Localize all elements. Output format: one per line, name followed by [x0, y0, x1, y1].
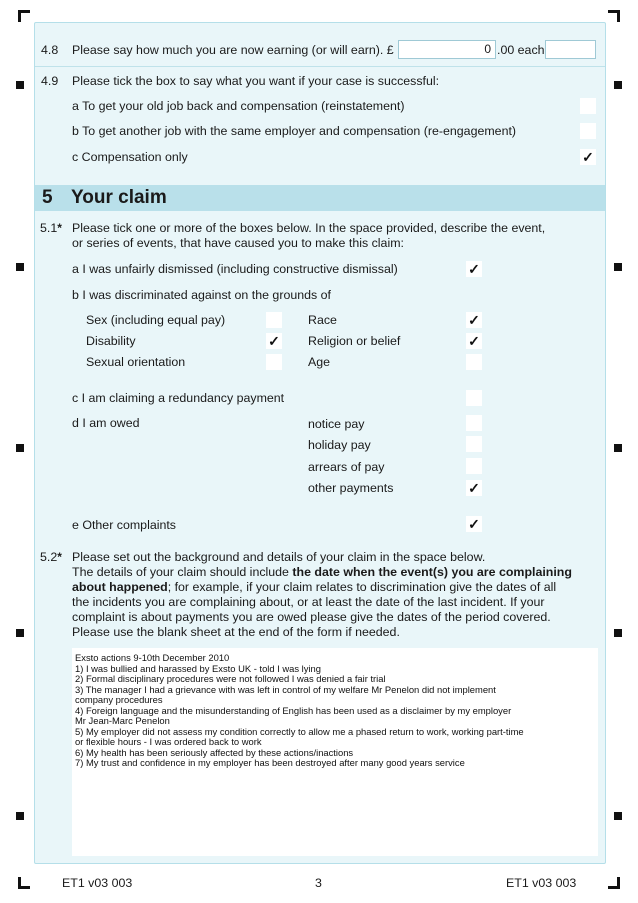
- ground-disability-label: Disability: [86, 334, 136, 348]
- registration-mark: [16, 812, 24, 820]
- earnings-value: 0: [484, 42, 491, 56]
- divider: [35, 66, 605, 67]
- claim-text-line: company procedures: [75, 694, 163, 705]
- ground-sex-checkbox[interactable]: [266, 312, 282, 328]
- claim-text-line: 7) My trust and confidence in my employer has been destroyed after many good years service: [75, 757, 465, 768]
- details-line-2: The details of your claim should include the date when the event(s) you are complaining: [72, 565, 572, 579]
- compensation-only-checkbox[interactable]: [580, 149, 596, 165]
- claim-text-line: or flexible hours - I was ordered back to work: [75, 736, 262, 747]
- claim-text-line: Mr Jean-Marc Penelon: [75, 715, 170, 726]
- question-number-4-9: 4.9: [41, 74, 59, 88]
- details-line-1: Please set out the background and details of your claim in the space below.: [72, 550, 486, 564]
- other-payments-checkbox[interactable]: [466, 480, 482, 496]
- other-complaints-label: e Other complaints: [72, 518, 176, 532]
- earnings-input[interactable]: [398, 40, 496, 59]
- registration-mark: [16, 81, 24, 89]
- registration-mark: [614, 263, 622, 271]
- remedy-question: Please tick the box to say what you want if your case is successful:: [72, 74, 440, 88]
- registration-mark: [614, 812, 622, 820]
- re-engagement-checkbox[interactable]: [580, 123, 596, 139]
- corner-mark-top-left: [18, 10, 30, 22]
- check-mark-icon: ✓: [268, 333, 280, 349]
- check-mark-icon: ✓: [468, 333, 480, 349]
- registration-mark: [614, 444, 622, 452]
- unfair-dismissal-checkbox[interactable]: [466, 261, 482, 277]
- question-number-5-1: 5.1*: [40, 221, 62, 235]
- claim-text-line: 1) I was bullied and harassed by Exsto UK - told I was lying: [75, 662, 321, 674]
- arrears-of-pay-label: arrears of pay: [308, 460, 385, 474]
- other-payments-label: other payments: [308, 481, 394, 495]
- discrimination-label: b I was discriminated against on the grounds of: [72, 288, 331, 302]
- ground-race-checkbox[interactable]: [466, 312, 482, 328]
- other-complaints-checkbox[interactable]: [466, 516, 482, 532]
- claim-text-line: 6) My health has been seriously affected by these actions/inactions: [75, 746, 354, 758]
- ground-disability-checkbox[interactable]: [266, 333, 282, 349]
- check-mark-icon: ✓: [468, 516, 480, 532]
- corner-mark-bottom-left: [18, 877, 30, 889]
- notice-pay-label: notice pay: [308, 417, 365, 431]
- registration-mark: [16, 629, 24, 637]
- section-5-header: [35, 185, 605, 211]
- claim-details-textarea[interactable]: [72, 648, 598, 856]
- claim-text-line: 3) The manager I had a grievance with was left in control of my welfare Mr Penelon did not implement: [75, 683, 496, 695]
- earnings-label: Please say how much you are now earning (or will earn). £: [72, 43, 394, 57]
- ground-age-label: Age: [308, 355, 331, 369]
- question-number-4-8: 4.8: [41, 43, 59, 57]
- page-number: 3: [315, 876, 322, 890]
- check-mark-icon: ✓: [468, 480, 480, 496]
- ground-sexual-orientation-checkbox[interactable]: [266, 354, 282, 370]
- ground-age-checkbox[interactable]: [466, 354, 482, 370]
- owed-label: d I am owed: [72, 416, 140, 430]
- arrears-of-pay-checkbox[interactable]: [466, 458, 482, 474]
- required-star-icon: *: [57, 550, 62, 564]
- ground-race-label: Race: [308, 313, 337, 327]
- claim-instructions-line-1: Please tick one or more of the boxes below. In the space provided, describe the event,: [72, 221, 546, 235]
- registration-mark: [614, 81, 622, 89]
- claim-text-line: Exsto actions 9-10th December 2010: [75, 652, 230, 663]
- holiday-pay-label: holiday pay: [308, 438, 371, 452]
- unfair-dismissal-label: a I was unfairly dismissed (including constructive dismissal): [72, 262, 398, 276]
- re-engagement-label: b To get another job with the same employer and compensation (re-engagement): [72, 124, 517, 138]
- registration-mark: [614, 629, 622, 637]
- registration-mark: [16, 444, 24, 452]
- claim-text-line: 2) Formal disciplinary procedures were not followed I was denied a fair trial: [75, 673, 386, 684]
- ground-religion-checkbox[interactable]: [466, 333, 482, 349]
- compensation-only-label: c Compensation only: [72, 150, 188, 164]
- details-line-5: complaint is about payments you are owed please give the dates of the period covered.: [72, 610, 551, 624]
- earnings-period-input[interactable]: [545, 40, 596, 59]
- corner-mark-top-right: [608, 10, 620, 22]
- details-line-6: Please use the blank sheet at the end of the form if needed.: [72, 625, 400, 639]
- details-line-3: about happened; for example, if your claim relates to discrimination give the dates of all: [72, 580, 557, 594]
- claim-instructions-line-2: or series of events, that have caused you to make this claim:: [72, 236, 404, 250]
- reinstatement-checkbox[interactable]: [580, 98, 596, 114]
- notice-pay-checkbox[interactable]: [466, 415, 482, 431]
- question-number-5-2: 5.2*: [40, 550, 62, 564]
- ground-sexual-orientation-label: Sexual orientation: [86, 355, 186, 369]
- footer-form-code-right: ET1 v03 003: [506, 876, 577, 890]
- ground-sex-label: Sex (including equal pay): [86, 313, 226, 327]
- earnings-suffix: .00 each: [497, 43, 545, 57]
- footer-form-code-left: ET1 v03 003: [62, 876, 133, 890]
- reinstatement-label: a To get your old job back and compensation (reinstatement): [72, 99, 405, 113]
- registration-mark: [16, 263, 24, 271]
- holiday-pay-checkbox[interactable]: [466, 436, 482, 452]
- claim-text-line: 4) Foreign language and the misunderstanding of English has been used as a disclaimer by my employer: [75, 704, 512, 716]
- redundancy-label: c I am claiming a redundancy payment: [72, 391, 285, 405]
- corner-mark-bottom-right: [608, 877, 620, 889]
- details-line-4: the incidents you are complaining about, or at least the date of the last incident. If your: [72, 595, 545, 609]
- check-mark-icon: ✓: [468, 312, 480, 328]
- ground-religion-label: Religion or belief: [308, 334, 401, 348]
- check-mark-icon: ✓: [582, 149, 594, 165]
- section-number: 5: [42, 187, 53, 208]
- redundancy-checkbox[interactable]: [466, 390, 482, 406]
- section-title: Your claim: [71, 187, 167, 208]
- required-star-icon: *: [57, 221, 62, 235]
- check-mark-icon: ✓: [468, 261, 480, 277]
- claim-text-line: 5) My employer did not assess my condition correctly to allow me a phased return to work, working part-time: [75, 725, 524, 737]
